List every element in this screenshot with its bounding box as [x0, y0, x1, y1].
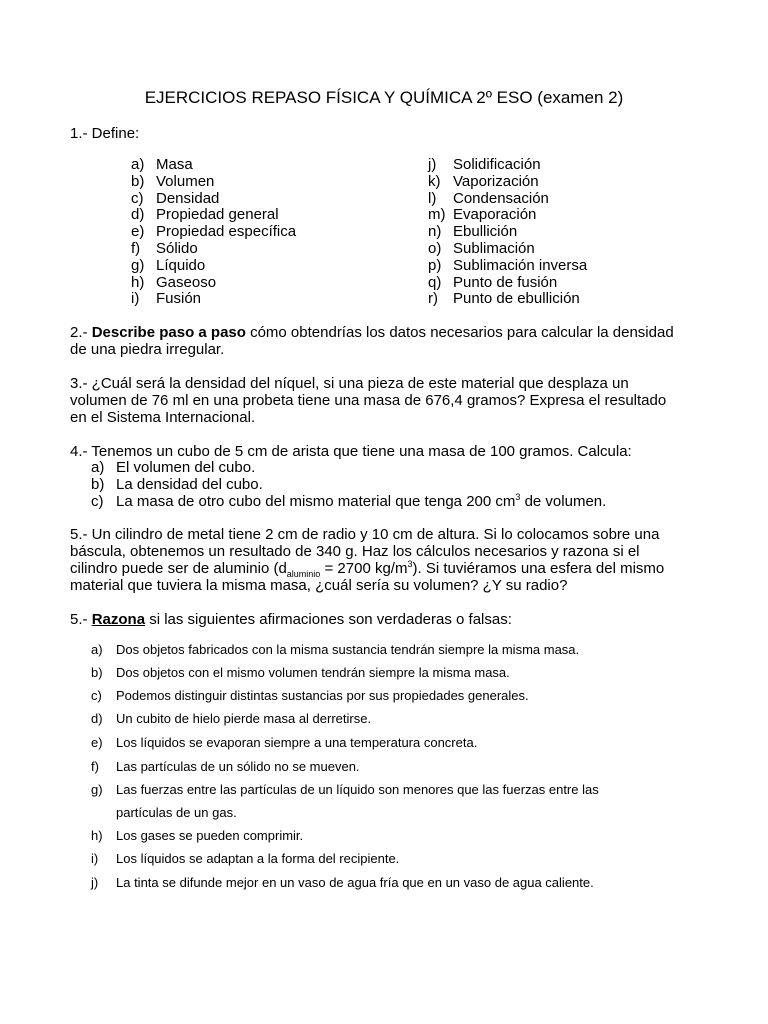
item-text: Punto de ebullición	[453, 290, 580, 308]
item-label: g)	[131, 256, 145, 274]
list-item	[428, 224, 587, 241]
item-label: k)	[428, 172, 441, 190]
subscript: aluminio	[286, 569, 321, 579]
text-part: = 2700 kg/m	[320, 560, 408, 577]
list-item	[91, 871, 594, 894]
item-label: i)	[91, 851, 99, 866]
item-text: Vaporización	[453, 172, 539, 190]
question-2	[70, 324, 710, 358]
list-item	[91, 731, 477, 754]
item-label: e)	[131, 223, 145, 241]
item-label: p)	[428, 256, 442, 274]
item-text-line: partículas de un gas.	[116, 805, 237, 820]
list-item	[131, 191, 296, 208]
item-text: Podemos distinguir distintas sustancias por sus propiedades generales.	[116, 688, 529, 703]
item-text-line: Las fuerzas entre las partículas de un líquido son menores que las fuerzas entre las	[116, 782, 599, 797]
item-text: Densidad	[156, 189, 220, 207]
item-label: b)	[91, 665, 103, 680]
list-item	[91, 638, 579, 661]
list-item	[131, 291, 296, 308]
definition-list-right	[428, 157, 587, 308]
superscript: 3	[407, 559, 413, 569]
item-text	[116, 491, 607, 511]
item-label: c)	[91, 492, 104, 510]
list-item	[91, 491, 607, 511]
item-text: Sólido	[156, 239, 198, 257]
question-2-text: cómo obtendrías los datos necesarios para calcular la densidad	[245, 324, 674, 341]
list-item	[131, 224, 296, 241]
item-text-part: La masa de otro cubo del mismo material que tenga 200 cm	[116, 492, 516, 510]
question-6-text: si las siguientes afirmaciones son verdaderas o falsas:	[145, 611, 512, 628]
item-label: l)	[428, 189, 437, 207]
list-item	[131, 275, 296, 292]
list-item	[428, 258, 587, 275]
item-text: Fusión	[156, 290, 202, 308]
list-item	[91, 755, 360, 778]
item-text: Gaseoso	[156, 273, 217, 291]
question-5-line-4: material que tuviera la misma masa, ¿cuál sería su volumen? ¿Y su radio?	[70, 577, 568, 594]
list-item	[428, 191, 587, 208]
item-label: j)	[91, 875, 99, 890]
list-item	[428, 174, 587, 191]
item-text: Evaporación	[453, 206, 537, 224]
item-text: Punto de fusión	[453, 273, 558, 291]
item-text: Volumen	[156, 172, 215, 190]
list-item	[91, 707, 371, 730]
page-title: EJERCICIOS REPASO FÍSICA Y QUÍMICA 2º ESO (examen 2)	[144, 88, 624, 107]
item-label: q)	[428, 273, 442, 291]
item-label: g)	[91, 782, 103, 797]
item-label: j)	[428, 156, 437, 173]
item-label: h)	[91, 828, 103, 843]
question-3-line-3: en el Sistema Internacional.	[70, 409, 256, 426]
item-label: c)	[91, 688, 102, 703]
item-label: c)	[131, 189, 144, 207]
item-text: Ebullición	[453, 223, 518, 241]
item-text: Dos objetos con el mismo volumen tendrán siempre la misma masa.	[116, 665, 510, 680]
question-2-line-1	[70, 324, 710, 341]
item-text	[116, 778, 599, 824]
item-text: Propiedad general	[156, 206, 279, 224]
question-3-line-1: 3.- ¿Cuál será la densidad del níquel, si una pieza de este material que desplaza un	[70, 375, 629, 392]
question-5-line-3	[70, 560, 710, 577]
question-6-prompt	[70, 611, 710, 628]
item-label: a)	[131, 156, 145, 173]
item-label: a)	[91, 459, 105, 476]
item-label: b)	[131, 172, 145, 190]
question-6-bold: Razona	[91, 611, 146, 628]
item-label: o)	[428, 239, 442, 257]
item-text: Líquido	[156, 256, 206, 274]
item-label: m)	[428, 206, 446, 224]
definition-list-left	[131, 157, 296, 308]
item-label: r)	[428, 290, 438, 308]
item-text-part: de volumen.	[520, 492, 607, 510]
list-item	[428, 291, 587, 308]
item-text: Los líquidos se evaporan siempre a una temperatura concreta.	[116, 735, 478, 750]
question-1-prompt: 1.- Define:	[70, 125, 140, 142]
item-label: i)	[131, 290, 140, 308]
item-text: La densidad del cubo.	[116, 475, 263, 493]
list-item	[91, 477, 606, 494]
item-label: a)	[91, 642, 103, 657]
item-label: f)	[91, 759, 99, 774]
item-text: Condensación	[453, 189, 549, 207]
item-text: Dos objetos fabricados con la misma sustancia tendrán siempre la misma masa.	[116, 642, 580, 657]
item-text: Masa	[156, 156, 193, 173]
list-item	[91, 460, 606, 477]
question-number: 5.-	[70, 611, 92, 628]
list-item	[131, 207, 296, 224]
list-item	[91, 684, 529, 707]
list-item	[91, 778, 599, 824]
list-item	[428, 241, 587, 258]
text-part: cilindro puede ser de aluminio (d	[70, 560, 287, 577]
item-text: Los líquidos se adaptan a la forma del recipiente.	[116, 851, 400, 866]
item-text: El volumen del cubo.	[116, 459, 256, 476]
text-part: ). Si tuviéramos una esfera del mismo	[412, 560, 665, 577]
question-3	[70, 375, 710, 426]
superscript: 3	[515, 491, 521, 502]
item-text: Las partículas de un sólido no se mueven.	[116, 759, 360, 774]
question-5	[70, 526, 710, 594]
item-text: Propiedad específica	[156, 223, 297, 241]
item-text: Los gases se pueden comprimir.	[116, 828, 304, 843]
item-label: d)	[131, 206, 145, 224]
question-5-line-1: 5.- Un cilindro de metal tiene 2 cm de radio y 10 cm de altura. Si lo colocamos sobre una	[70, 526, 660, 543]
list-item	[91, 847, 399, 870]
item-label: f)	[131, 239, 141, 257]
list-item	[131, 241, 296, 258]
question-number: 2.-	[70, 324, 92, 341]
item-label: n)	[428, 223, 442, 241]
list-item	[131, 258, 296, 275]
item-text: Sublimación	[453, 239, 535, 257]
question-4-list	[91, 460, 606, 510]
item-label: h)	[131, 273, 145, 291]
item-text: Sublimación inversa	[453, 256, 588, 274]
item-label: e)	[91, 735, 103, 750]
list-item	[91, 661, 510, 684]
question-4-prompt: 4.- Tenemos un cubo de 5 cm de arista que tiene una masa de 100 gramos. Calcula:	[70, 443, 632, 460]
item-text: Un cubito de hielo pierde masa al derretirse.	[116, 711, 372, 726]
question-2-bold: Describe paso a paso	[91, 324, 246, 341]
list-item	[428, 275, 587, 292]
list-item	[131, 174, 296, 191]
list-item	[131, 157, 296, 174]
question-3-line-2: volumen de 76 ml en una probeta tiene una masa de 676,4 gramos? Expresa el resultado	[70, 392, 667, 409]
list-item	[428, 207, 587, 224]
item-text: La tinta se difunde mejor en un vaso de agua fría que en un vaso de agua caliente.	[116, 875, 594, 890]
question-5-line-2: báscula, obtenemos un resultado de 340 g. Haz los cálculos necesarios y razona si el	[70, 543, 640, 560]
question-2-line-2: de una piedra irregular.	[70, 341, 225, 358]
list-item	[91, 824, 303, 847]
list-item	[428, 157, 587, 174]
item-text: Solidificación	[453, 156, 541, 173]
item-label: b)	[91, 475, 105, 493]
item-label: d)	[91, 711, 103, 726]
